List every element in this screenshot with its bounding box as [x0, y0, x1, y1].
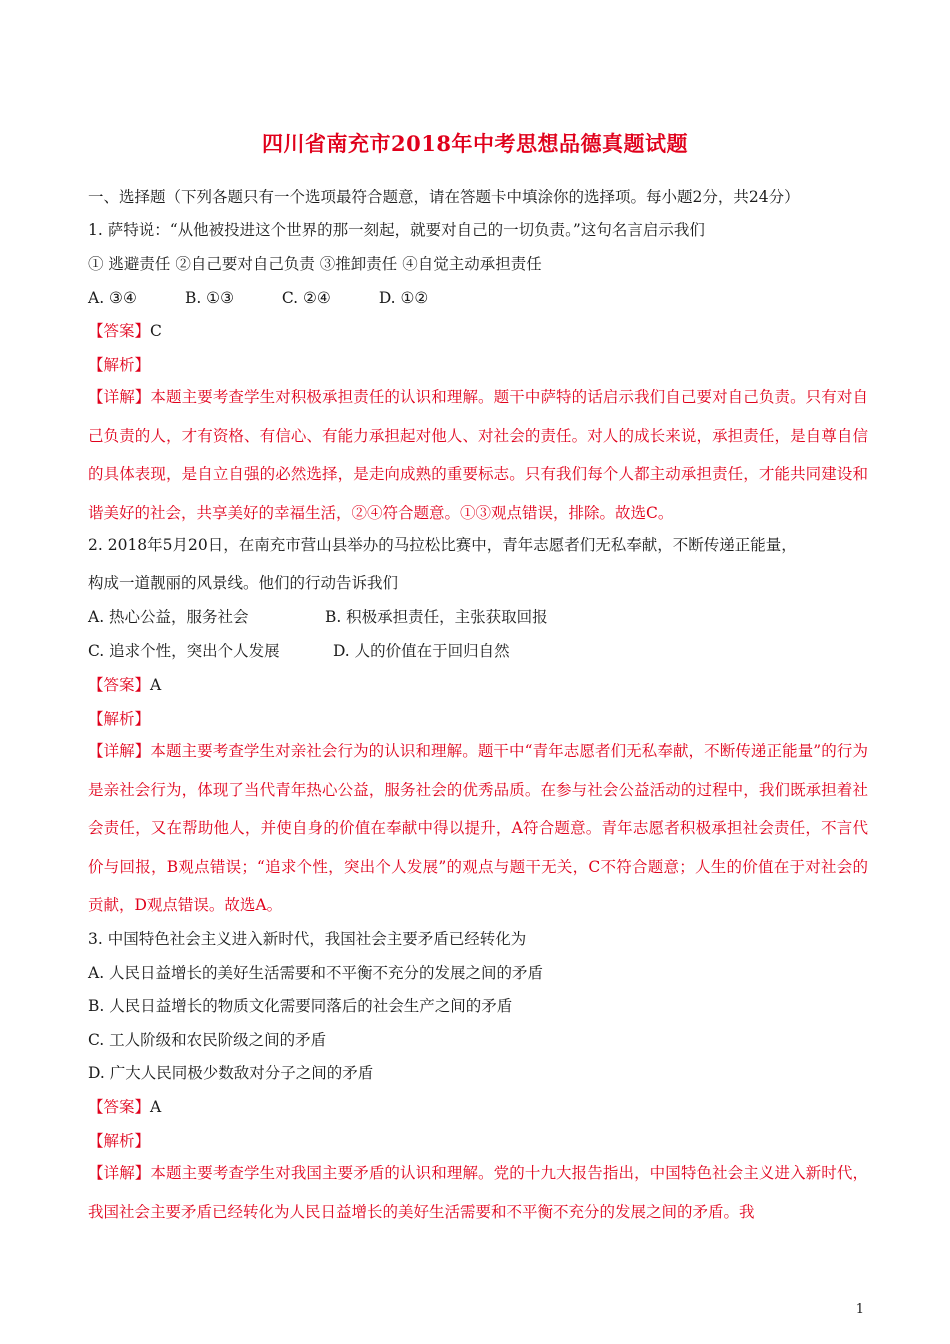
option-d: D. ①②: [378, 289, 429, 307]
question-2-stem-line-2: 构成一道靓丽的风景线。他们的行动告诉我们: [88, 574, 399, 592]
option-c: C. 工人阶级和农民阶级之间的矛盾: [88, 1031, 327, 1049]
question-2-explanation: 【详解】本题主要考查学生对亲社会行为的认识和理解。题干中“青年志愿者们无私奉献，不断传递正能量”的行为是亲社会行为，体现了当代青年热心公益，服务社会的优秀品质。在参与社会公益活动的过程中，我们既承担着社会责任，又在帮助他人，并使自身的价值在奉献中得以提升，A符合题意。青年志愿者积极承担社会责任，不言代价与回报，B观点错误；“追求个性，突出个人发展”的观点与题干无关，C不符合题意；人生的价值在于对社会的贡献，D观点错误。故选A。: [88, 742, 868, 914]
question-3-explanation: 【详解】本题主要考查学生对我国主要矛盾的认识和理解。党的十九大报告指出，中国特色社会主义进入新时代，我国社会主要矛盾已经转化为人民日益增长的美好生活需要和不平衡不充分的发展之间的矛盾。我: [88, 1164, 868, 1221]
label-value: C: [150, 322, 162, 340]
question-2-options-row-2: [88, 640, 510, 662]
question-2-answer: [88, 674, 161, 696]
question-2-analysis-label: [88, 708, 150, 730]
option-a: A. ③④: [88, 289, 137, 307]
page-number: 1: [855, 1302, 864, 1317]
question-1-analysis-label: [88, 354, 150, 376]
option-d: D. 人的价值在于回归自然: [332, 642, 510, 660]
label-value: A: [150, 676, 162, 694]
option-b: B. 人民日益增长的物质文化需要同落后的社会生产之间的矛盾: [88, 997, 513, 1015]
option-d: D. 广大人民同极少数敌对分子之间的矛盾: [88, 1064, 374, 1082]
question-1-options: [88, 287, 428, 309]
label-bracket: 【答案】: [88, 1098, 151, 1116]
question-1-answer: [88, 320, 162, 342]
option-a: A. 热心公益，服务社会: [88, 608, 249, 626]
question-2-stem-line-1: 2. 2018年5月20日，在南充市营山县举办的马拉松比赛中，青年志愿者们无私奉献，不断传递正能量，: [88, 536, 797, 554]
page-title: 四川省南充市2018年中考思想品德真题试题: [262, 131, 688, 156]
question-3-analysis-label: [88, 1130, 150, 1152]
label-bracket: 【解析】: [88, 356, 151, 374]
label-bracket: 【解析】: [88, 1132, 151, 1150]
label-bracket: 【答案】: [88, 676, 151, 694]
label-bracket: 【解析】: [88, 710, 151, 728]
label-value: A: [150, 1098, 162, 1116]
option-c: C. 追求个性，突出个人发展: [88, 642, 280, 660]
question-2-options-row-1: [88, 606, 548, 628]
option-b: B. ①③: [184, 289, 234, 307]
section-header: 一、选择题（下列各题只有一个选项最符合题意，请在答题卡中填涂你的选择项。每小题2分，共24分）: [88, 188, 800, 206]
question-3-stem: 3. 中国特色社会主义进入新时代，我国社会主要矛盾已经转化为: [88, 930, 527, 948]
option-c: C. ②④: [281, 289, 331, 307]
question-1-explanation: 【详解】本题主要考查学生对积极承担责任的认识和理解。题干中萨特的话启示我们自己要对自己负责。只有对自己负责的人，才有资格、有信心、有能力承担起对他人、对社会的责任。对人的成长来说，承担责任，是自尊自信的具体表现，是自立自强的必然选择，是走向成熟的重要标志。只有我们每个人都主动承担责任，才能共同建设和谐美好的社会，共享美好的幸福生活，②④符合题意。①③观点错误，排除。故选C。: [88, 388, 868, 522]
question-1-stem: 1. 萨特说：“从他被投进这个世界的那一刻起，就要对自己的一切负责。”这句名言启示我们: [88, 221, 705, 239]
question-3-answer: [88, 1096, 161, 1118]
question-1-items: ① 逃避责任 ②自己要对自己负责 ③推卸责任 ④自觉主动承担责任: [88, 255, 542, 273]
label-bracket: 【答案】: [88, 322, 151, 340]
option-a: A. 人民日益增长的美好生活需要和不平衡不充分的发展之间的矛盾: [88, 964, 544, 982]
option-b: B. 积极承担责任，主张获取回报: [324, 608, 548, 626]
